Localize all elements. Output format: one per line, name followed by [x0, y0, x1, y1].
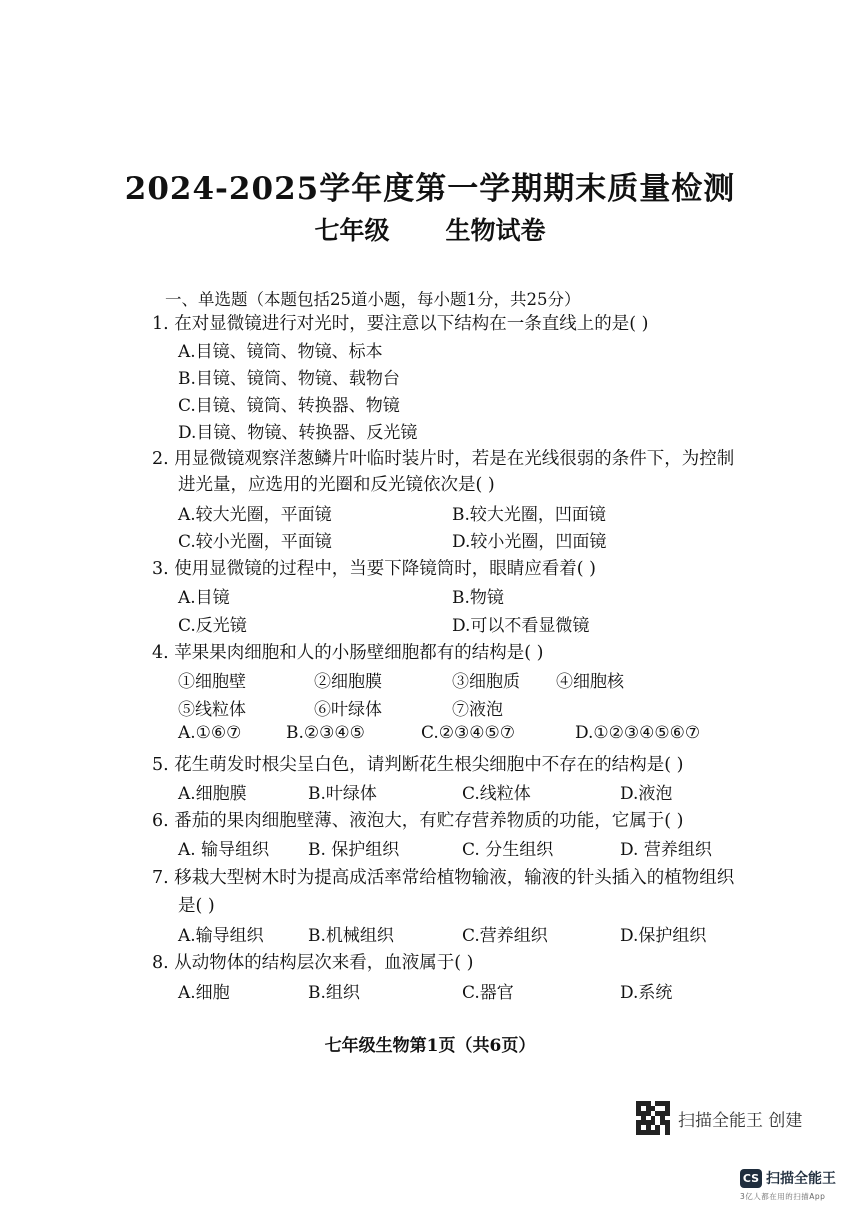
brand-watermark: [740, 1168, 836, 1202]
q4-option-c: C.②③④⑤⑦: [421, 723, 516, 743]
grade-label: 七年级: [314, 216, 390, 245]
qr-code-icon: [636, 1101, 670, 1135]
question-2-stem: 2. 用显微镜观察洋葱鳞片叶临时装片时，若是在光线很弱的条件下，为控制: [152, 449, 735, 469]
q5-option-d: D.液泡: [620, 784, 673, 804]
question-6-stem: 6. 番茄的果肉细胞壁薄、液泡大，有贮存营养物质的功能，它属于( ): [152, 811, 684, 831]
question-7-stem-cont: 是( ): [178, 896, 215, 916]
q4-item-3: ③细胞质: [452, 672, 520, 692]
question-2-stem-cont: 进光量，应选用的光圈和反光镜依次是( ): [178, 475, 495, 495]
q4-item-2: ②细胞膜: [314, 672, 382, 692]
question-1-stem: 1. 在对显微镜进行对光时，要注意以下结构在一条直线上的是( ): [152, 314, 649, 334]
q2-option-a: A.较大光圈，平面镜: [178, 505, 332, 525]
q1-option-b: B.目镜、镜筒、物镜、载物台: [178, 369, 400, 389]
brand-name: 扫描全能王: [766, 1171, 836, 1187]
q4-item-7: ⑦液泡: [452, 700, 503, 720]
q8-option-d: D.系统: [620, 983, 673, 1003]
q4-option-b: B.②③④⑤: [286, 723, 365, 743]
q8-option-c: C.器官: [462, 983, 514, 1003]
page-footer: 七年级生物第1页（共6页）: [324, 1036, 536, 1056]
q2-option-d: D.较小光圈，凹面镜: [452, 532, 607, 552]
question-4-stem: 4. 苹果果肉细胞和人的小肠壁细胞都有的结构是( ): [152, 643, 544, 663]
q4-item-6: ⑥叶绿体: [314, 700, 382, 720]
scanner-stamp: [636, 1101, 802, 1135]
question-5-stem: 5. 花生萌发时根尖呈白色，请判断花生根尖细胞中不存在的结构是( ): [152, 755, 684, 775]
question-7-stem: 7. 移栽大型树木时为提高成活率常给植物输液，输液的针头插入的植物组织: [152, 868, 735, 888]
q7-option-b: B.机械组织: [308, 926, 394, 946]
q6-option-a: A. 输导组织: [178, 840, 270, 860]
section-heading: 一、单选题（本题包括25道小题，每小题1分，共25分）: [165, 290, 581, 309]
q6-option-c: C. 分生组织: [462, 840, 554, 860]
q2-option-c: C.较小光圈，平面镜: [178, 532, 332, 552]
q7-option-a: A.输导组织: [178, 926, 264, 946]
q5-option-a: A.细胞膜: [178, 784, 247, 804]
q3-option-b: B.物镜: [452, 588, 504, 608]
exam-title: 2024-2025学年度第一学期期末质量检测: [124, 171, 736, 207]
q8-option-b: B.组织: [308, 983, 360, 1003]
q1-option-d: D.目镜、物镜、转换器、反光镜: [178, 423, 418, 443]
q1-option-c: C.目镜、镜筒、转换器、物镜: [178, 396, 400, 416]
q8-option-a: A.细胞: [178, 983, 230, 1003]
q2-option-b: B.较大光圈，凹面镜: [452, 505, 606, 525]
q5-option-c: C.线粒体: [462, 784, 531, 804]
subject-label: 生物试卷: [445, 216, 546, 245]
q5-option-b: B.叶绿体: [308, 784, 377, 804]
question-8-stem: 8. 从动物体的结构层次来看，血液属于( ): [152, 953, 474, 973]
q3-option-d: D.可以不看显微镜: [452, 616, 590, 636]
question-3-stem: 3. 使用显微镜的过程中，当要下降镜筒时，眼睛应看着( ): [152, 559, 596, 579]
q6-option-d: D. 营养组织: [620, 840, 712, 860]
q6-option-b: B. 保护组织: [308, 840, 400, 860]
q7-option-c: C.营养组织: [462, 926, 548, 946]
q4-option-a: A.①⑥⑦: [178, 723, 242, 743]
brand-tagline: 3亿人都在用的扫描App: [740, 1192, 826, 1201]
q7-option-d: D.保护组织: [620, 926, 707, 946]
q1-option-a: A.目镜、镜筒、物镜、标本: [178, 342, 383, 362]
cs-logo-icon: CS: [740, 1169, 762, 1188]
stamp-text: 扫描全能王 创建: [678, 1110, 803, 1131]
q4-option-d: D.①②③④⑤⑥⑦: [575, 723, 701, 743]
q4-item-5: ⑤线粒体: [178, 700, 246, 720]
q3-option-c: C.反光镜: [178, 616, 247, 636]
q3-option-a: A.目镜: [178, 588, 230, 608]
q4-item-4: ④细胞核: [556, 672, 624, 692]
q4-item-1: ①细胞壁: [178, 672, 246, 692]
exam-subtitle: [0, 211, 860, 247]
